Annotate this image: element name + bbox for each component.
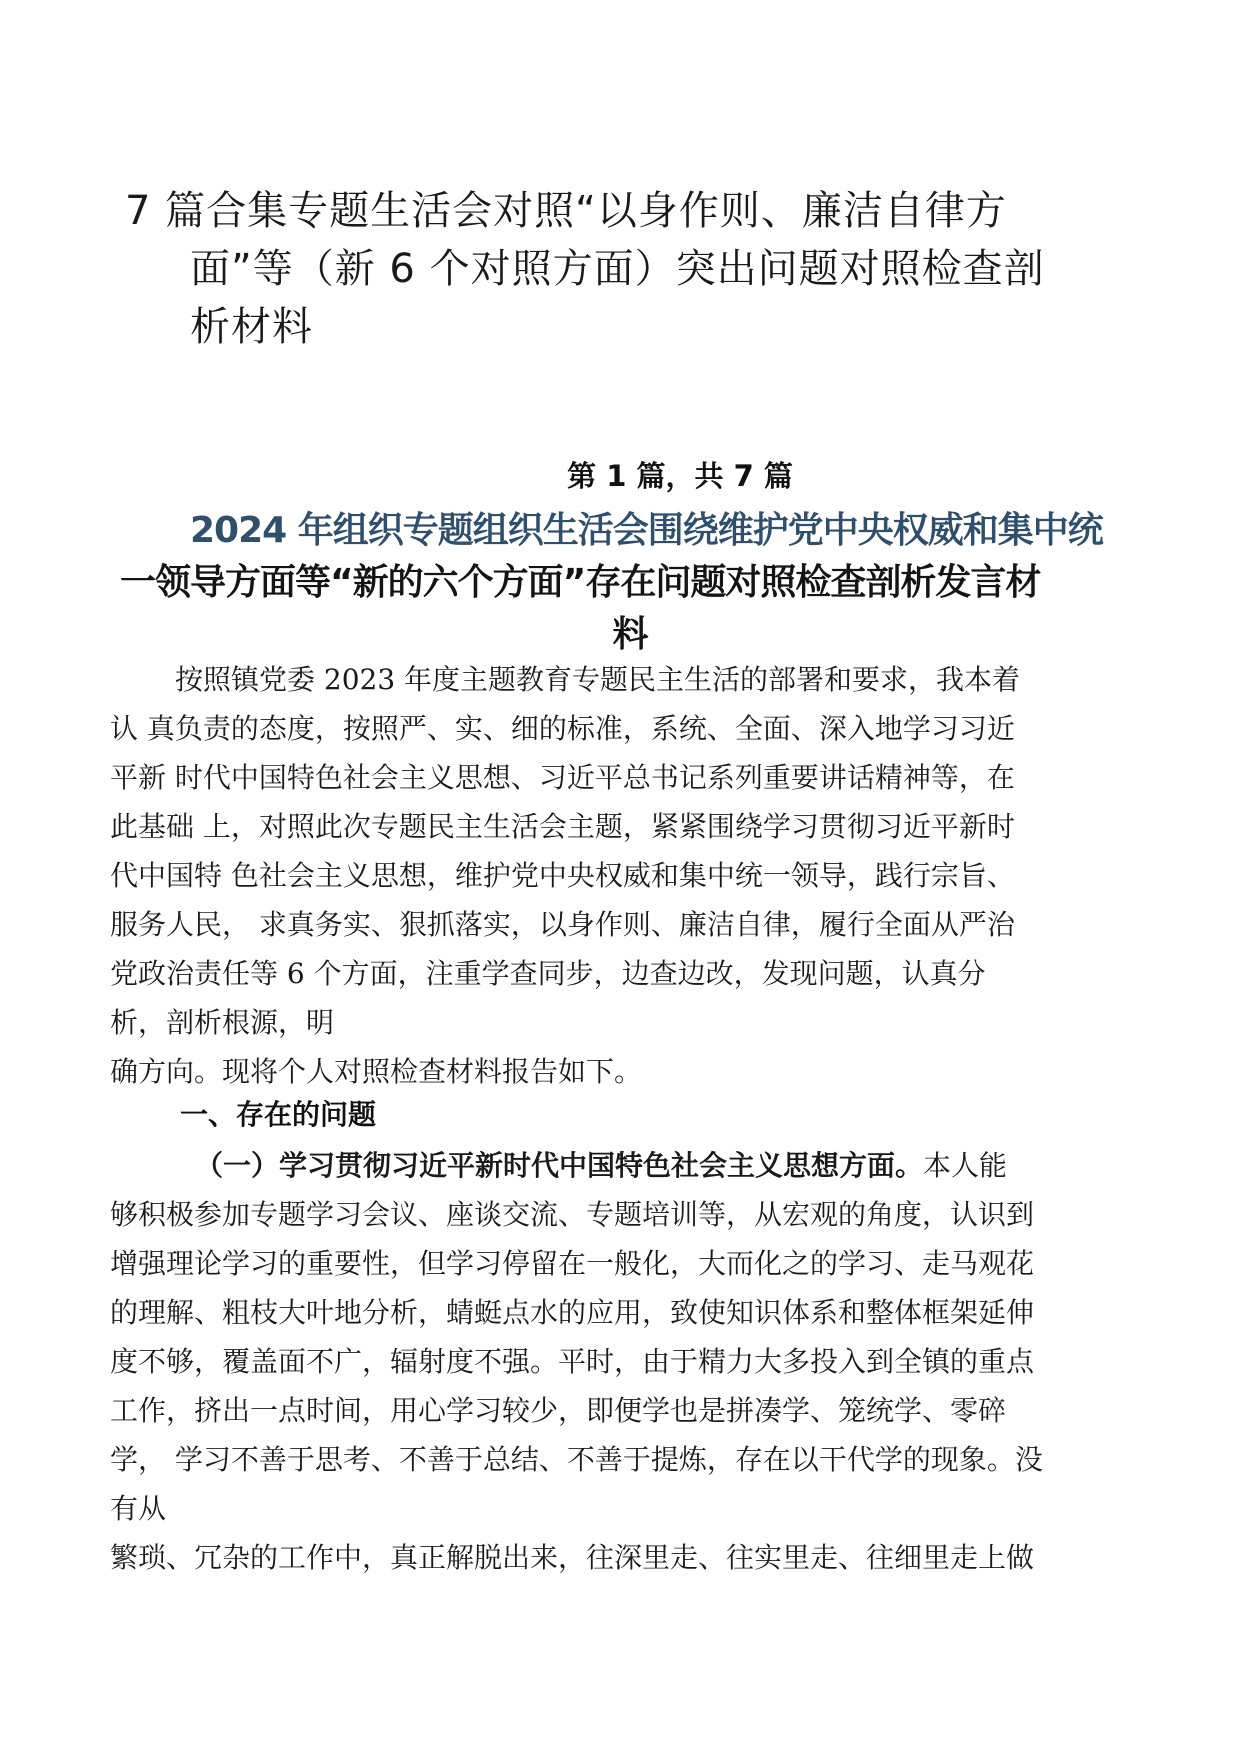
- paragraph-line: 有从: [110, 1492, 167, 1525]
- sub-title-line: 料: [612, 614, 648, 655]
- paragraph-line: 确方向。现将个人对照检查材料报告如下。: [110, 1055, 643, 1088]
- paragraph-line: 按照镇党委 2023 年度主题教育专题民主生活的部署和要求，我本着: [175, 663, 1021, 696]
- item1-first-line-rest: 本人能: [923, 1149, 1008, 1182]
- paragraph-line: 此基础 上，对照此次专题民主生活会主题，紧紧围绕学习贯彻习近平新时: [110, 810, 1015, 843]
- paragraph-line: 学， 学习不善于思考、不善于总结、不善于提炼，存在以干代学的现象。没: [110, 1443, 1043, 1476]
- main-title: [125, 182, 1125, 356]
- paragraph-line: 认 真负责的态度，按照严、实、细的标准，系统、全面、深入地学习习近: [110, 712, 1015, 745]
- item1-heading: （一）学习贯彻习近平新时代中国特色社会主义思想方面。: [195, 1149, 924, 1182]
- part-label: 第 1 篇，共 7 篇: [567, 459, 793, 493]
- paragraph-line: 够积极参加专题学习会议、座谈交流、专题培训等，从宏观的角度，认识到: [110, 1198, 1035, 1231]
- section-heading: 一、存在的问题: [180, 1098, 377, 1131]
- paragraph-line: 增强理论学习的重要性，但学习停留在一般化，大而化之的学习、走马观花: [110, 1247, 1035, 1280]
- main-title-line: 析材料: [190, 304, 313, 350]
- intro-paragraph: [110, 655, 1150, 1096]
- sub-title-line: 一领导方面等“新的六个方面”存在问题对照检查剖析发言材: [120, 562, 1041, 603]
- paragraph-line: 繁琐、冗杂的工作中，真正解脱出来，往深里走、往实里走、往细里走上做: [110, 1541, 1035, 1574]
- paragraph-line: 的理解、粗枝大叶地分析，蜻蜓点水的应用，致使知识体系和整体框架延伸: [110, 1296, 1035, 1329]
- paragraph-line: 析，剖析根源，明: [110, 1006, 335, 1039]
- paragraph-line: 党政治责任等 6 个方面，注重学查同步，边查边改，发现问题，认真分: [110, 957, 986, 990]
- sub-title: [120, 505, 1140, 661]
- paragraph-line: 服务人民， 求真务实、狠抓落实，以身作则、廉洁自律，履行全面从严治: [110, 908, 1015, 941]
- sub-title-line: 2024 年组织专题组织生活会围绕维护党中央权威和集中统: [190, 510, 1103, 551]
- main-title-line: 面”等（新 6 个对照方面）突出问题对照检查剖: [190, 246, 1045, 292]
- paragraph-line: 平新 时代中国特色社会主义思想、习近平总书记系列重要讲话精神等，在: [110, 761, 1015, 794]
- paragraph-line: 工作，挤出一点时间，用心学习较少，即便学也是拼凑学、笼统学、零碎: [110, 1394, 1007, 1427]
- paragraph-line: 代中国特 色社会主义思想，维护党中央权威和集中统一领导，践行宗旨、: [110, 859, 1015, 892]
- main-title-line: 7 篇合集专题生活会对照“以身作则、廉洁自律方: [125, 188, 1007, 234]
- paragraph-line: 度不够，覆盖面不广，辐射度不强。平时，由于精力大多投入到全镇的重点: [110, 1345, 1035, 1378]
- paragraph-line: [110, 1141, 1150, 1190]
- item1-paragraph: [110, 1141, 1150, 1582]
